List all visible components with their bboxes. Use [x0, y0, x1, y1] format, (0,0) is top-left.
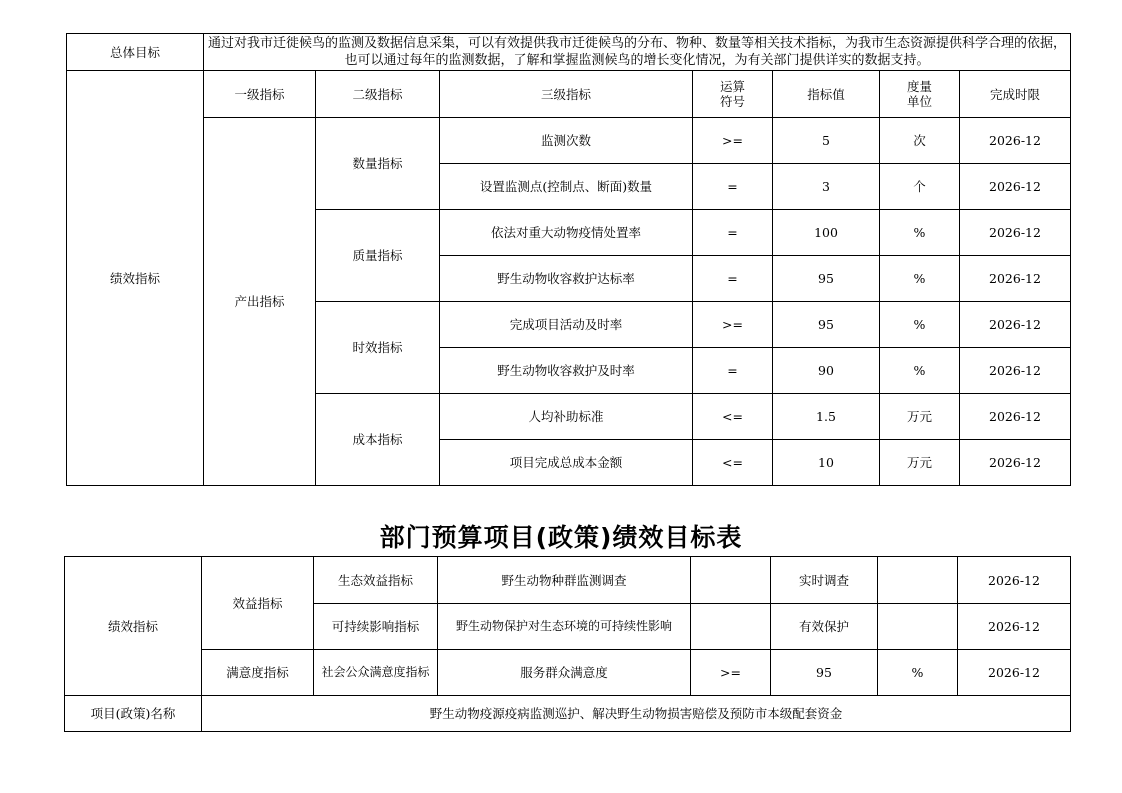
indicator-name: 服务群众满意度 — [438, 650, 691, 696]
indicator-value: 10 — [773, 440, 880, 486]
indicator-operator: >= — [693, 118, 773, 164]
indicator-name: 依法对重大动物疫情处置率 — [440, 210, 693, 256]
indicator-name: 完成项目活动及时率 — [440, 302, 693, 348]
indicator-unit: 万元 — [880, 394, 960, 440]
indicator-deadline: 2026-12 — [958, 650, 1071, 696]
indicator-name: 野生动物种群监测调查 — [438, 557, 691, 604]
header-deadline: 完成时限 — [960, 71, 1071, 118]
indicator-name: 野生动物保护对生态环境的可持续性影响 — [438, 604, 691, 650]
indicator-operator: = — [693, 256, 773, 302]
level1-output: 产出指标 — [204, 118, 316, 486]
header-value: 指标值 — [773, 71, 880, 118]
header-level3: 三级指标 — [440, 71, 693, 118]
header-level1: 一级指标 — [204, 71, 316, 118]
level1-benefit: 效益指标 — [202, 557, 314, 650]
indicator-unit: % — [880, 348, 960, 394]
indicator-name: 野生动物收容救护及时率 — [440, 348, 693, 394]
indicator-unit — [878, 557, 958, 604]
indicator-unit: 万元 — [880, 440, 960, 486]
perf-indicator-label: 绩效指标 — [67, 71, 204, 486]
indicator-deadline: 2026-12 — [960, 118, 1071, 164]
perf-indicator-label-2: 绩效指标 — [65, 557, 202, 696]
indicator-unit: 次 — [880, 118, 960, 164]
page-title: 部门预算项目(政策)绩效目标表 — [379, 523, 743, 552]
header-level2: 二级指标 — [316, 71, 440, 118]
indicator-operator: = — [693, 348, 773, 394]
header-operator: 运算 符号 — [693, 71, 773, 118]
project-name-label: 项目(政策)名称 — [65, 696, 202, 732]
indicator-name: 项目完成总成本金额 — [440, 440, 693, 486]
indicator-operator: <= — [693, 440, 773, 486]
indicator-deadline: 2026-12 — [960, 256, 1071, 302]
indicator-deadline: 2026-12 — [958, 557, 1071, 604]
overall-goal-label: 总体目标 — [67, 34, 204, 71]
level2-quality: 质量指标 — [316, 210, 440, 302]
level2-sustainable: 可持续影响指标 — [314, 604, 438, 650]
indicator-unit: 个 — [880, 164, 960, 210]
indicator-deadline: 2026-12 — [960, 164, 1071, 210]
indicator-value: 实时调查 — [771, 557, 878, 604]
indicator-deadline: 2026-12 — [960, 210, 1071, 256]
level2-public-satisfaction: 社会公众满意度指标 — [314, 650, 438, 696]
indicator-unit: % — [878, 650, 958, 696]
indicator-name: 设置监测点(控制点、断面)数量 — [440, 164, 693, 210]
indicator-name: 野生动物收容救护达标率 — [440, 256, 693, 302]
header-unit: 度量 单位 — [880, 71, 960, 118]
indicator-value: 95 — [773, 256, 880, 302]
overall-goal-text: 通过对我市迁徙候鸟的监测及数据信息采集，可以有效提供我市迁徙候鸟的分布、物种、数量等相关技术指标，为我市生态资源提供科学合理的依据，也可以通过每年的监测数据，了解和掌握监测候鸟的增长变化情况，为有关部门提供详实的数据支持。 — [204, 34, 1071, 71]
indicator-value: 100 — [773, 210, 880, 256]
indicator-unit: % — [880, 302, 960, 348]
performance-table-1 — [66, 33, 1071, 486]
indicator-name: 监测次数 — [440, 118, 693, 164]
indicator-unit: % — [880, 210, 960, 256]
level2-cost: 成本指标 — [316, 394, 440, 486]
indicator-operator: >= — [693, 302, 773, 348]
level1-satisfaction: 满意度指标 — [202, 650, 314, 696]
indicator-operator — [691, 604, 771, 650]
indicator-value: 有效保护 — [771, 604, 878, 650]
indicator-name: 人均补助标准 — [440, 394, 693, 440]
indicator-value: 5 — [773, 118, 880, 164]
indicator-unit: % — [880, 256, 960, 302]
indicator-operator: <= — [693, 394, 773, 440]
indicator-operator: = — [693, 164, 773, 210]
indicator-value: 3 — [773, 164, 880, 210]
indicator-deadline: 2026-12 — [960, 394, 1071, 440]
indicator-deadline: 2026-12 — [958, 604, 1071, 650]
indicator-deadline: 2026-12 — [960, 348, 1071, 394]
indicator-value: 90 — [773, 348, 880, 394]
indicator-deadline: 2026-12 — [960, 302, 1071, 348]
level2-quantity: 数量指标 — [316, 118, 440, 210]
indicator-unit — [878, 604, 958, 650]
indicator-value: 95 — [771, 650, 878, 696]
indicator-value: 95 — [773, 302, 880, 348]
indicator-deadline: 2026-12 — [960, 440, 1071, 486]
indicator-operator: = — [693, 210, 773, 256]
level2-timeliness: 时效指标 — [316, 302, 440, 394]
project-name-value: 野生动物疫源疫病监测巡护、解决野生动物损害赔偿及预防市本级配套资金 — [202, 696, 1071, 732]
performance-table-2 — [64, 556, 1071, 732]
indicator-value: 1.5 — [773, 394, 880, 440]
level2-ecological: 生态效益指标 — [314, 557, 438, 604]
indicator-operator — [691, 557, 771, 604]
indicator-operator: >= — [691, 650, 771, 696]
